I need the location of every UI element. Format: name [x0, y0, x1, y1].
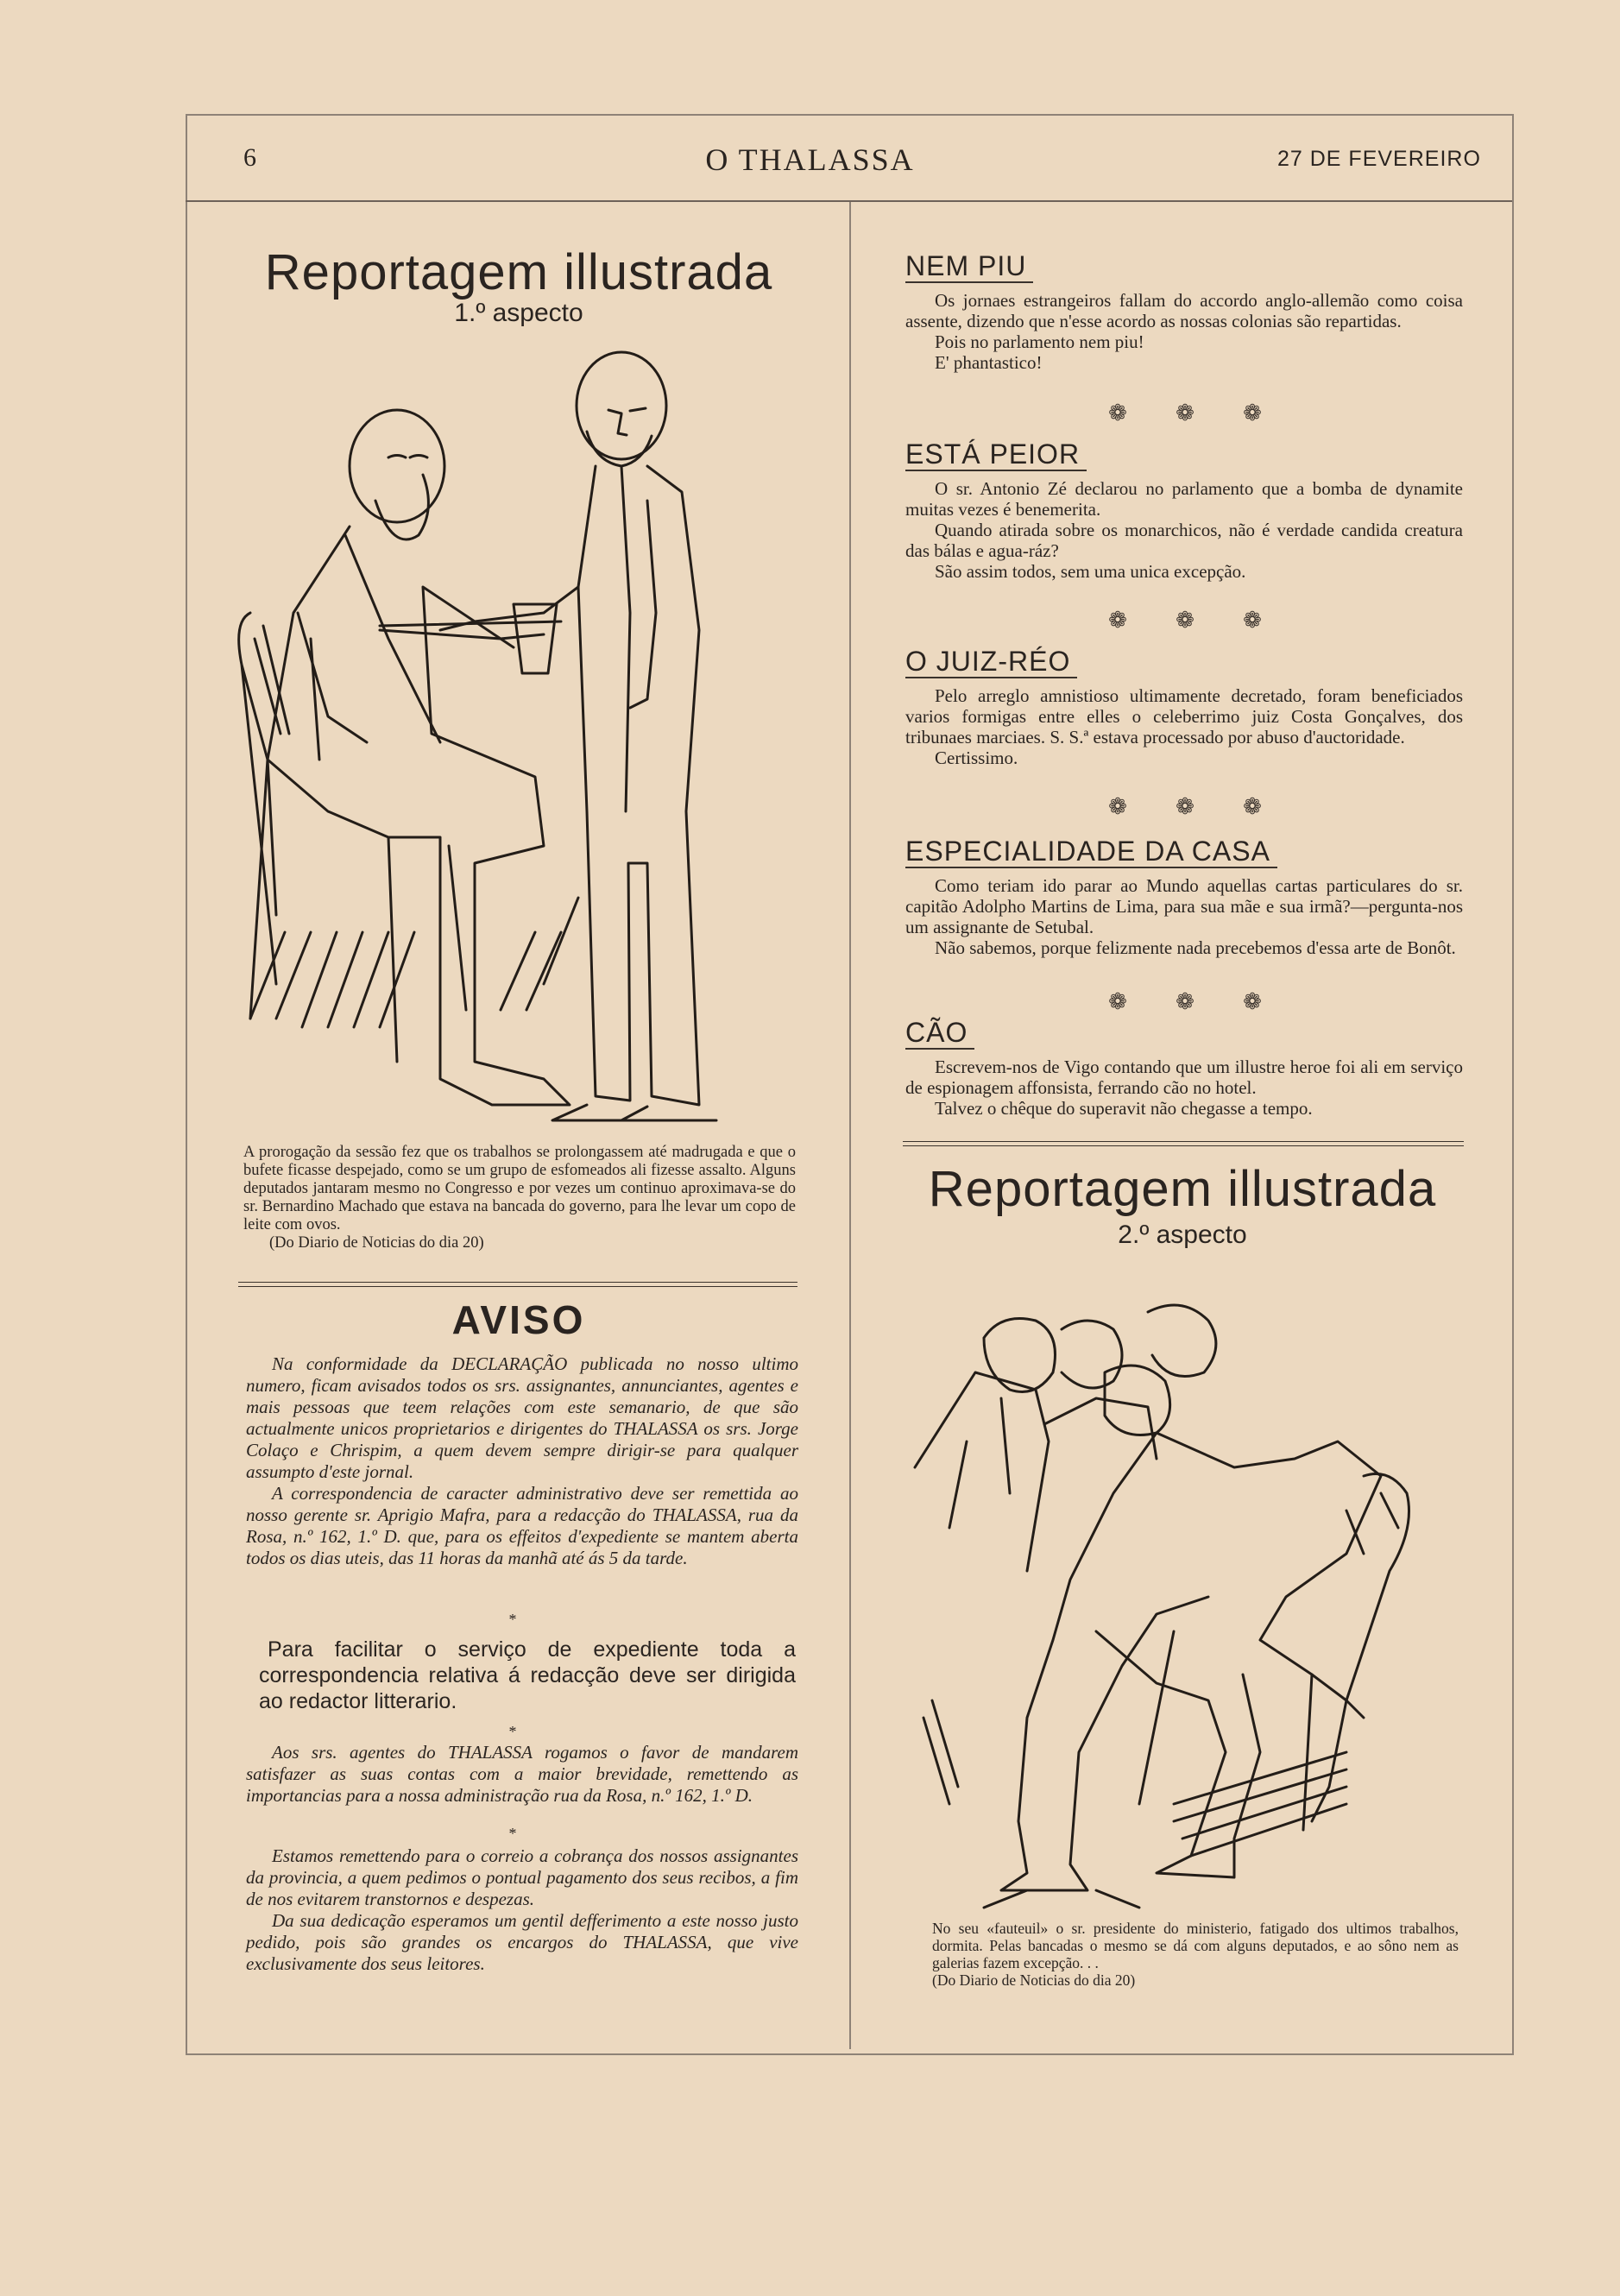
ornament-row	[1105, 991, 1265, 1013]
juiz-reo-p1: Pelo arreglo amnistioso ultimamente decretado, foram beneficiados varios formigas entre elles o celeberrimo juiz Costa Gonçalves, dos tribunaes marciaes. S. S.ª estava processado por abuso d'auctoridade.	[905, 685, 1463, 747]
aviso-paragraph-1: Na conformidade da DECLARAÇÃO publicada no nosso ultimo numero, ficam avisados todos os srs. assignantes, annunciantes, agentes e mais pessoas que teem relações com este semanario, de que são actualmente unicos proprietarios e dirigentes do THALASSA os srs. Jorge Colaço e Chrispim, a quem devem sempre dirigir-se para qualquer assumpto d'este jornal.	[246, 1353, 798, 1482]
especialidade-title: ESPECIALIDADE DA CASA	[905, 836, 1277, 868]
expediente-notice-text: Para facilitar o serviço de expediente toda a correspondencia relativa á redacção deve ser dirigida ao redactor litterario.	[259, 1637, 796, 1713]
aviso-paragraph-4: Estamos remettendo para o correio a cobrança dos nossos assignantes da provincia, a quem pedimos o pontual pagamento dos seus recibos, a fim de nos evitarem transtornos e despezas.	[246, 1845, 798, 1909]
flower-ornament-icon: ❁	[1243, 989, 1262, 1014]
flower-ornament-icon: ❁	[1176, 989, 1195, 1014]
aviso-paragraph-5: Da sua dedicação esperamos um gentil defferimento a este nosso justo pedido, pois são grandes os encargos do THALASSA, que vive exclusivamente dos seus leitores.	[246, 1910, 798, 1974]
nem-piu-p1: Os jornaes estrangeiros fallam do accordo anglo-allemão como coisa assente, dizendo que n'esse acordo as nossas colonias são repartidas.	[905, 290, 1463, 331]
reportagem-1-title: Reportagem illustrada	[264, 244, 773, 300]
especialidade-p1: Como teriam ido parar ao Mundo aquellas cartas particulares do sr. capitão Adolpho Martins de Lima, para sua mãe e sua irmã?—pergunta-nos um assignante de Setubal.	[905, 875, 1463, 937]
section-rule	[238, 1282, 797, 1287]
aviso-paragraph-2: A correspondencia de caracter administrativo deve ser remettida ao nosso gerente sr. Aprigio Mafra, para a redacção do THALASSA, rua da Rosa, n.º 162, 1.º D. que, para os effeitos d'expediente se mantem aberta todos os dias uteis, das 11 horas da manhã até ás 5 da tarde.	[246, 1483, 798, 1568]
page-number: 6	[243, 143, 256, 172]
aviso-block-3	[246, 1845, 798, 1975]
reportagem-2-caption-text: No seu «fauteuil» o sr. presidente do ministerio, fatigado dos ultimos trabalhos, dormita. Pelas bancadas o mesmo se dá com alguns deputados, e ao sôno nem as galerias fazem excepção. . .	[932, 1920, 1459, 1971]
reportagem-2-subtitle: 2.º aspecto	[1118, 1221, 1247, 1249]
section-juiz-reo	[905, 646, 1463, 768]
nem-piu-p2: Pois no parlamento nem piu!	[935, 331, 1144, 352]
cao-p1: Escrevem-nos de Vigo contando que um illustre heroe foi ali em serviço de espionagem affonsista, ferrando cão no hotel.	[905, 1057, 1463, 1098]
section-rule	[903, 1141, 1464, 1146]
section-nem-piu	[905, 250, 1463, 373]
esta-peior-title: ESTÁ PEIOR	[905, 438, 1087, 471]
section-esta-peior	[905, 438, 1463, 582]
cao-p2: Talvez o chêque do superavit não chegasse a tempo.	[935, 1098, 1313, 1119]
flower-ornament-icon: ❁	[1108, 989, 1127, 1014]
flower-ornament-icon: ❁	[1108, 608, 1127, 633]
nem-piu-title: NEM PIU	[905, 250, 1033, 283]
separator-star: *	[508, 1611, 517, 1628]
esta-peior-p3: São assim todos, sem uma unica excepção.	[935, 561, 1246, 582]
flower-ornament-icon: ❁	[1176, 794, 1195, 819]
esta-peior-p2: Quando atirada sobre os monarchicos, não é verdade candida creatura das bálas e agua-ráz?	[905, 520, 1463, 561]
reportagem-2-caption	[932, 1920, 1459, 1989]
flower-ornament-icon: ❁	[1108, 794, 1127, 819]
juiz-reo-title: O JUIZ-RÉO	[905, 646, 1077, 678]
reportagem-1-subtitle: 1.º aspecto	[454, 299, 583, 327]
especialidade-p2: Não sabemos, porque felizmente nada precebemos d'essa arte de Bonôt.	[935, 937, 1456, 958]
reportagem-1-source: (Do Diario de Noticias do dia 20)	[269, 1234, 484, 1252]
flower-ornament-icon: ❁	[1176, 401, 1195, 426]
masthead: O THALASSA	[705, 142, 915, 177]
juiz-reo-p2: Certissimo.	[935, 747, 1018, 768]
ornament-row	[1105, 402, 1265, 425]
aviso-title: AVISO	[451, 1297, 586, 1342]
section-especialidade	[905, 836, 1463, 958]
aviso-paragraph-3: Aos srs. agentes do THALASSA rogamos o favor de mandarem satisfazer as suas contas com a maior brevidade, remettendo as importancias para a nossa administração rua da Rosa, n.º 162, 1.º D.	[246, 1742, 798, 1806]
flower-ornament-icon: ❁	[1108, 401, 1127, 426]
esta-peior-p1: O sr. Antonio Zé declarou no parlamento que a bomba de dynamite muitas vezes é benemerita.	[905, 478, 1463, 520]
flower-ornament-icon: ❁	[1176, 608, 1195, 633]
nem-piu-p3: E' phantastico!	[935, 352, 1043, 373]
section-cao	[905, 1017, 1463, 1119]
aviso-block-2	[246, 1742, 798, 1807]
reportagem-1-caption-text: A prorogação da sessão fez que os trabalhos se prolongassem até madrugada e que o bufete ficasse despejado, como se um grupo de esfomeados ali fizesse assalto. Alguns deputados jantaram mesmo no Congresso e por vezes um continuo aproximava-se do sr. Bernardino Machado que estava na bancada do governo, para lhe levar um copo de leite com ovos.	[243, 1144, 796, 1233]
reportagem-2-source: (Do Diario de Noticias do dia 20)	[932, 1971, 1136, 1989]
flower-ornament-icon: ❁	[1243, 608, 1262, 633]
aviso-block-1	[246, 1353, 798, 1569]
flower-ornament-icon: ❁	[1243, 401, 1262, 426]
separator-star: *	[508, 1825, 517, 1842]
cartoon-waiter-illustration	[216, 328, 820, 1139]
issue-date: 27 DE FEVEREIRO	[1277, 147, 1481, 171]
separator-star: *	[508, 1723, 517, 1740]
column-divider	[849, 202, 851, 2049]
reportagem-2-title: Reportagem illustrada	[928, 1161, 1437, 1217]
expediente-notice	[259, 1637, 796, 1714]
cartoon-sleeping-ministers-illustration	[898, 1269, 1467, 1925]
ornament-row	[1105, 609, 1265, 632]
cao-title: CÃO	[905, 1017, 974, 1050]
flower-ornament-icon: ❁	[1243, 794, 1262, 819]
ornament-row	[1105, 796, 1265, 818]
reportagem-1-caption	[243, 1144, 796, 1252]
